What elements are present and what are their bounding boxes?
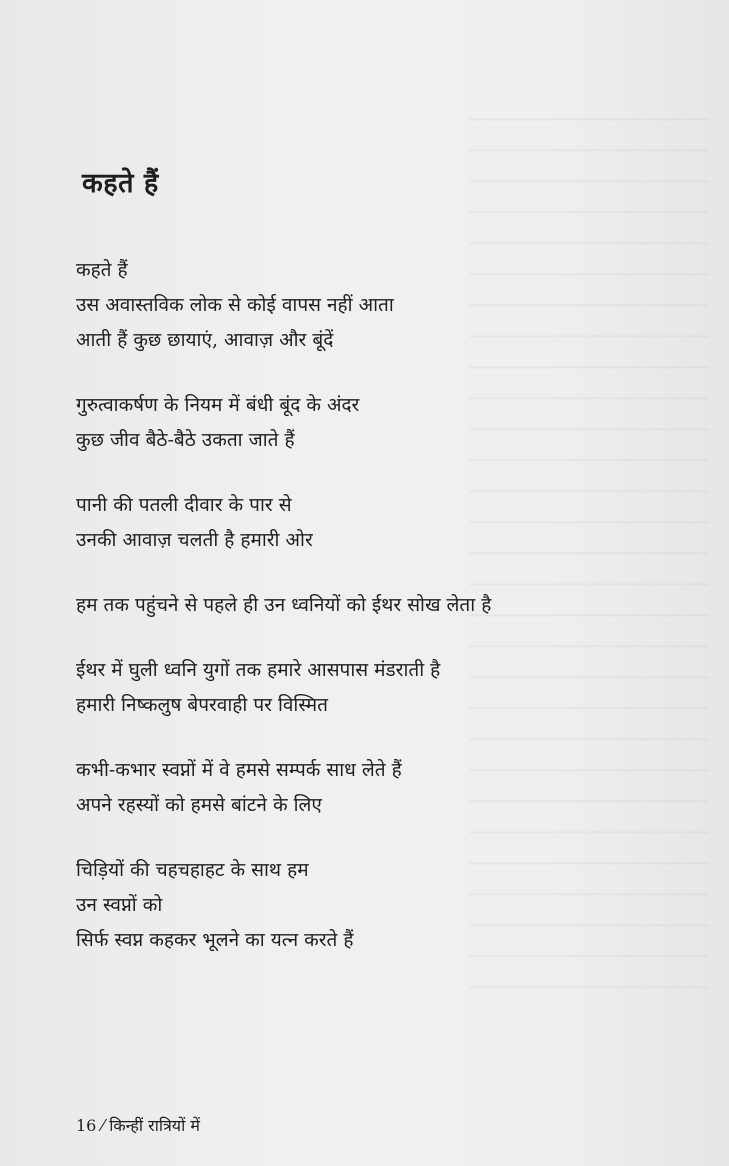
stanza-2 — [76, 388, 696, 458]
stanza-7 — [76, 853, 696, 958]
poem-body — [76, 253, 696, 958]
poem-line: उनकी आवाज़ चलती है हमारी ओर — [76, 529, 313, 551]
stanza-1 — [76, 253, 696, 358]
poem-line: हम तक पहुंचने से पहले ही उन ध्वनियों को ईथर सोख लेता है — [76, 594, 492, 616]
poem-line: ईथर में घुली ध्वनि युगों तक हमारे आसपास मंडराती है — [76, 659, 441, 681]
poem-line: चिड़ियों की चहचहाहट के साथ हम — [76, 859, 309, 881]
stanza-6 — [76, 753, 696, 823]
poem-line: आती हैं कुछ छायाएं, आवाज़ और बूंदें — [76, 329, 334, 351]
poem-line: अपने रहस्यों को हमसे बांटने के लिए — [76, 794, 322, 816]
poem-title: कहते हैं — [82, 168, 159, 199]
page-footer: 16 ⁄ किन्हीं रात्रियों में — [76, 1116, 200, 1135]
poem-line: सिर्फ स्वप्न कहकर भूलने का यत्न करते हैं — [76, 929, 354, 951]
stanza-5 — [76, 653, 696, 723]
poem-line: कभी-कभार स्वप्नों में वे हमसे सम्पर्क साध लेते हैं — [76, 759, 402, 781]
poem-line: कहते हैं — [76, 259, 128, 281]
stanza-3 — [76, 488, 696, 558]
poem-line: पानी की पतली दीवार के पार से — [76, 494, 292, 516]
poem-line: कुछ जीव बैठे-बैठे उकता जाते हैं — [76, 429, 295, 451]
poem-line: हमारी निष्कलुष बेपरवाही पर विस्मित — [76, 694, 328, 716]
poem-line: उस अवास्तविक लोक से कोई वापस नहीं आता — [76, 294, 394, 316]
poem-line: गुरुत्वाकर्षण के नियम में बंधी बूंद के अंदर — [76, 394, 360, 416]
stanza-4 — [76, 588, 696, 623]
poem-line: उन स्वप्नों को — [76, 894, 163, 916]
